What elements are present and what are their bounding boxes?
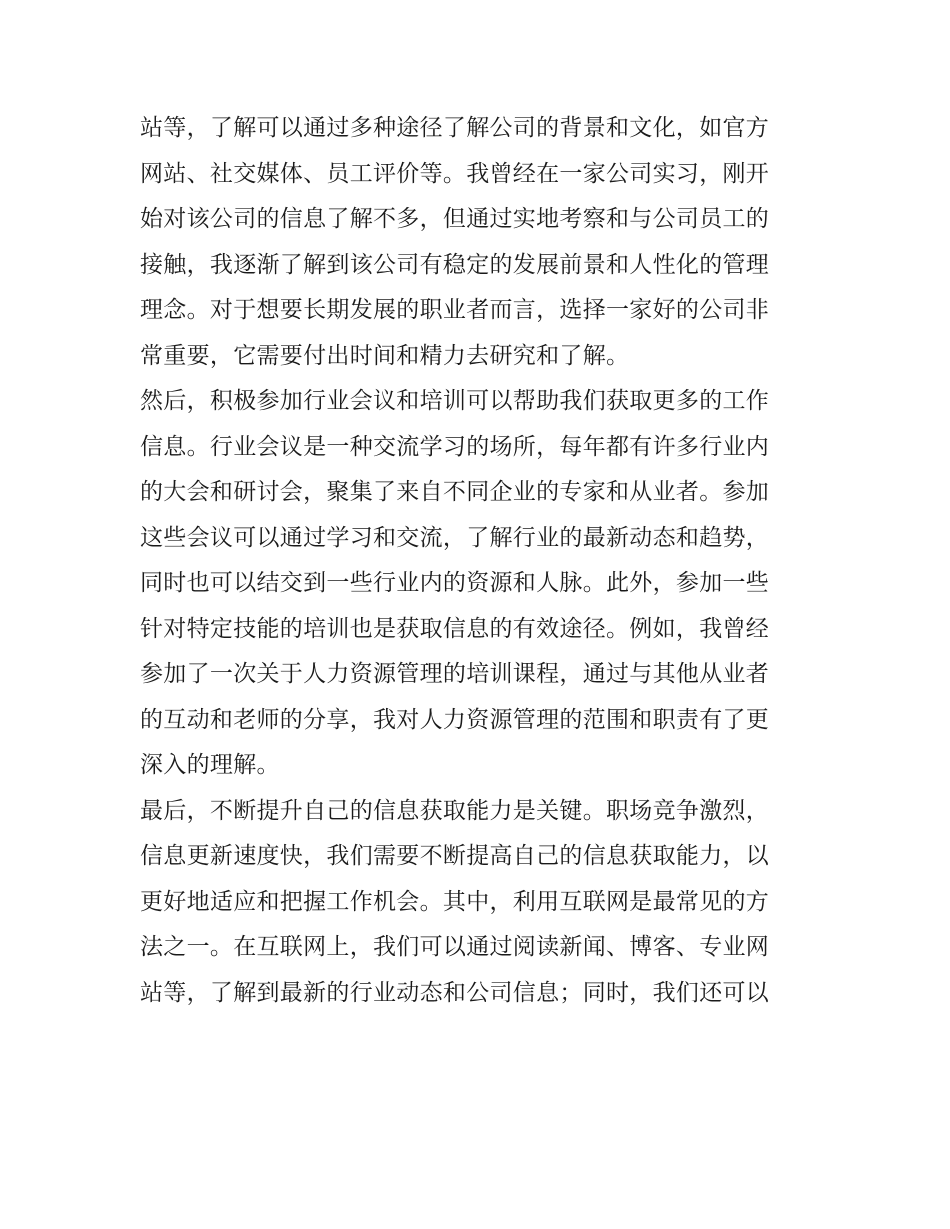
document-body: [140, 106, 820, 1016]
text-line: 然后，积极参加行业会议和培训可以帮助我们获取更多的工作: [140, 388, 770, 414]
paragraph-3: [140, 789, 820, 1017]
text-line: 的大会和研讨会，聚集了来自不同企业的专家和从业者。参加: [140, 479, 770, 505]
text-line: 参加了一次关于人力资源管理的培训课程，通过与其他从业者: [140, 661, 770, 687]
text-line: 信息更新速度快，我们需要不断提高自己的信息获取能力，以: [140, 843, 770, 869]
text-line: 同时也可以结交到一些行业内的资源和人脉。此外，参加一些: [140, 570, 770, 596]
text-line: 针对特定技能的培训也是获取信息的有效途径。例如，我曾经: [140, 615, 770, 642]
text-line: 信息。行业会议是一种交流学习的场所，每年都有许多行业内: [140, 433, 770, 460]
text-line: 法之一。在互联网上，我们可以通过阅读新闻、博客、专业网: [140, 934, 770, 960]
text-line: 更好地适应和把握工作机会。其中，利用互联网是最常见的方: [140, 888, 770, 915]
text-line: 接触，我逐渐了解到该公司有稳定的发展前景和人性化的管理: [140, 251, 770, 278]
text-line: 理念。对于想要长期发展的职业者而言，选择一家好的公司非: [140, 297, 770, 323]
text-line: 这些会议可以通过学习和交流，了解行业的最新动态和趋势，: [140, 524, 770, 551]
text-line: 始对该公司的信息了解不多，但通过实地考察和与公司员工的: [140, 206, 770, 232]
text-line: 的互动和老师的分享，我对人力资源管理的范围和职责有了更: [140, 706, 770, 733]
paragraph-2: [140, 379, 820, 789]
text-line: 站等，了解可以通过多种途径了解公司的背景和文化，如官方: [140, 115, 770, 141]
paragraph-1: [140, 106, 820, 379]
text-line: 深入的理解。: [140, 752, 280, 778]
text-line: 站等，了解到最新的行业动态和公司信息；同时，我们还可以: [140, 979, 770, 1006]
text-line: 常重要，它需要付出时间和精力去研究和了解。: [140, 342, 630, 369]
text-line: 最后，不断提升自己的信息获取能力是关键。职场竞争激烈，: [140, 797, 770, 824]
text-line: 网站、社交媒体、员工评价等。我曾经在一家公司实习，刚开: [140, 160, 770, 187]
